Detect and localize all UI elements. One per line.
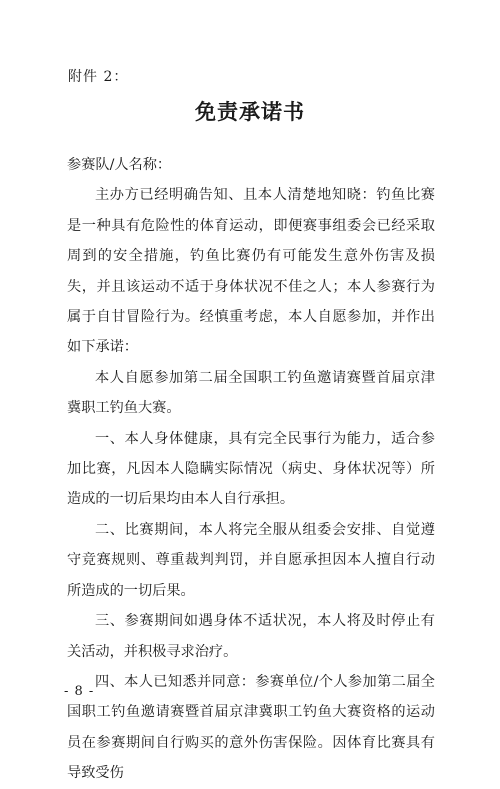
paragraph-notice: 主办方已经明确告知、且本人清楚地知晓：钓鱼比赛是一种具有危险性的体育运动，即便赛事组委会已经采取周到的安全措施，钓鱼比赛仍有可能发生意外伤害及损失，并且该运动不适于身体状况不佳之人；本人参赛行为属于自甘冒险行为。经慎重考虑，本人自愿参加，并作出如下承诺：: [67, 187, 435, 356]
paragraph-item-3: 三、参赛期间如遇身体不适状况，本人将及时停止有关活动，并积极寻求治疗。: [67, 613, 435, 660]
participant-name-line: 参赛队/人名称：: [67, 157, 172, 173]
page-title: 免责承诺书: [195, 99, 305, 124]
paragraph-voluntary: 本人自愿参加第二届全国职工钓鱼邀请赛暨首届京津冀职工钓鱼大赛。: [67, 369, 435, 417]
paragraph-item-1: 一、本人身体健康，具有完全民事行为能力，适合参加比赛，凡因本人隐瞒实际情况（病史、身体状况等）所造成的一切后果均由本人自行承担。: [67, 430, 435, 508]
document-body: [67, 150, 435, 789]
attachment-label: 附件 2：: [68, 69, 129, 85]
paragraph-item-4: 四、本人已知悉并同意：参赛单位/个人参加第二届全国职工钓鱼邀请赛暨首届京津冀职工钓鱼大赛资格的运动员在参赛期间自行购买的意外伤害保险。因体育比赛具有导致受伤: [67, 673, 435, 782]
page-number: - 8 -: [64, 684, 95, 699]
paragraph-item-2: 二、比赛期间，本人将完全服从组委会安排、自觉遵守竞赛规则、尊重裁判判罚，并自愿承担因本人擅自行动所造成的一切后果。: [67, 521, 435, 599]
